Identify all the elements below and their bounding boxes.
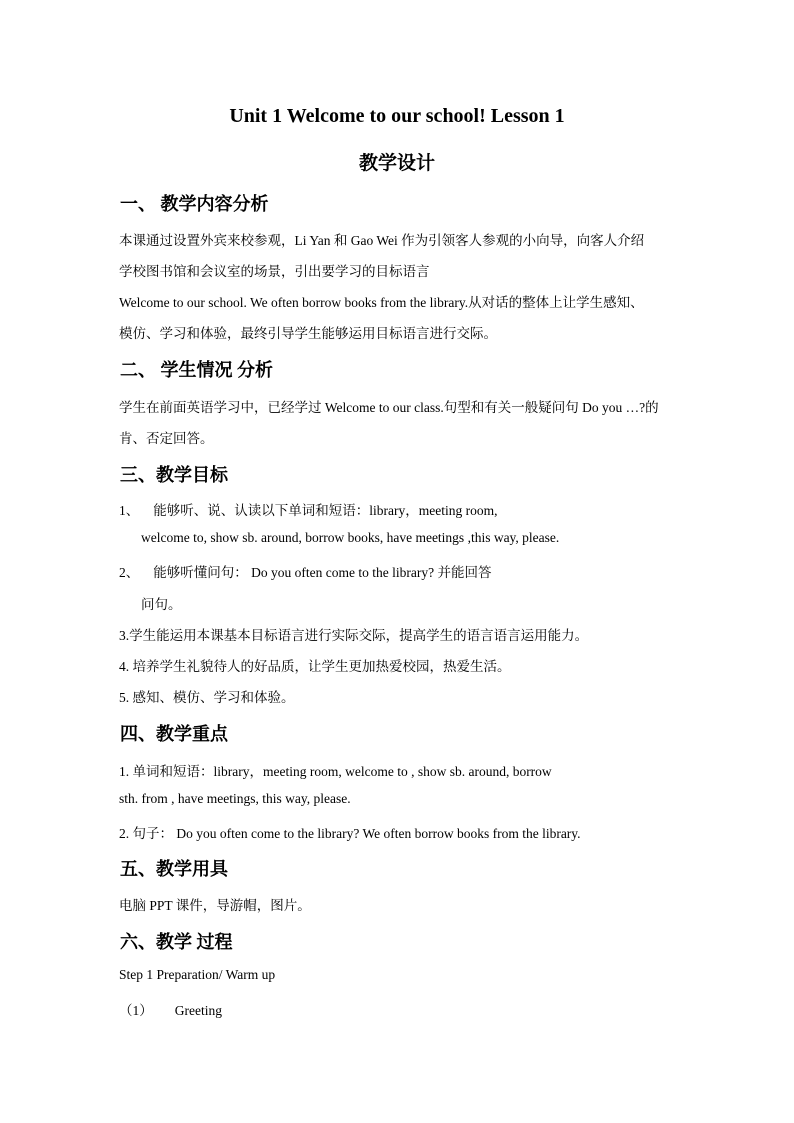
list-item-continuation: welcome to, show sb. around, borrow books, have meetings ,this way, please.: [141, 530, 560, 545]
section-heading-teaching-process: 六、教学 过程: [120, 932, 233, 952]
section-heading-teaching-goals: 三、教学目标: [120, 465, 228, 485]
section-heading-key-points: 四、教学重点: [120, 724, 228, 744]
paragraph-line: 肯、否定回答。: [119, 431, 214, 446]
list-item: [119, 561, 491, 581]
paragraph-line: 1. 单词和短语：library，meeting room, welcome to , show sb. around, borrow: [119, 764, 552, 779]
list-item-text: 能够听懂问句： Do you often come to the library? 并能回答: [153, 565, 492, 580]
list-item-number: （1）: [119, 1003, 153, 1018]
list-item-text: 能够听、说、认读以下单词和短语：library，meeting room,: [153, 503, 498, 518]
list-item: 4. 培养学生礼貌待人的好品质，让学生更加热爱校园，热爱生活。: [119, 659, 511, 674]
list-item: [119, 999, 222, 1019]
list-item-number: 2、: [119, 565, 140, 580]
paragraph-line: Step 1 Preparation/ Warm up: [119, 967, 276, 982]
section-heading-student-analysis: 二、 学生情况 分析: [120, 360, 273, 380]
paragraph-line: 本课通过设置外宾来校参观，Li Yan 和 Gao Wei 作为引领客人参观的小向导，向客人介绍: [119, 233, 645, 248]
paragraph-line: 学校图书馆和会议室的场景，引出要学习的目标语言: [119, 264, 430, 279]
paragraph-line: 模仿、学习和体验，最终引导学生能够运用目标语言进行交际。: [119, 326, 497, 341]
paragraph-line: Welcome to our school. We often borrow books from the library.从对话的整体上让学生感知、: [119, 295, 644, 310]
list-item-number: 1、: [119, 503, 140, 518]
paragraph-line: sth. from , have meetings, this way, please.: [119, 791, 351, 806]
list-item-continuation: 问句。: [141, 597, 182, 612]
paragraph-line: 学生在前面英语学习中，已经学过 Welcome to our class.句型和有关一般疑问句 Do you …?的: [119, 400, 659, 415]
document-subtitle: 教学设计: [358, 153, 435, 174]
section-heading-content-analysis: 一、 教学内容分析: [120, 194, 269, 214]
document-title: Unit 1 Welcome to our school! Lesson 1: [229, 105, 565, 127]
list-item: 3.学生能运用本课基本目标语言进行实际交际，提高学生的语言语言运用能力。: [119, 628, 589, 643]
list-item: [119, 499, 497, 519]
list-item-text: Greeting: [174, 1003, 222, 1018]
paragraph-line: 电脑 PPT 课件，导游帽，图片。: [119, 898, 311, 913]
paragraph-line: 2. 句子： Do you often come to the library? We often borrow books from the library.: [119, 826, 581, 841]
section-heading-teaching-tools: 五、教学用具: [120, 859, 228, 879]
list-item: 5. 感知、模仿、学习和体验。: [119, 690, 295, 705]
